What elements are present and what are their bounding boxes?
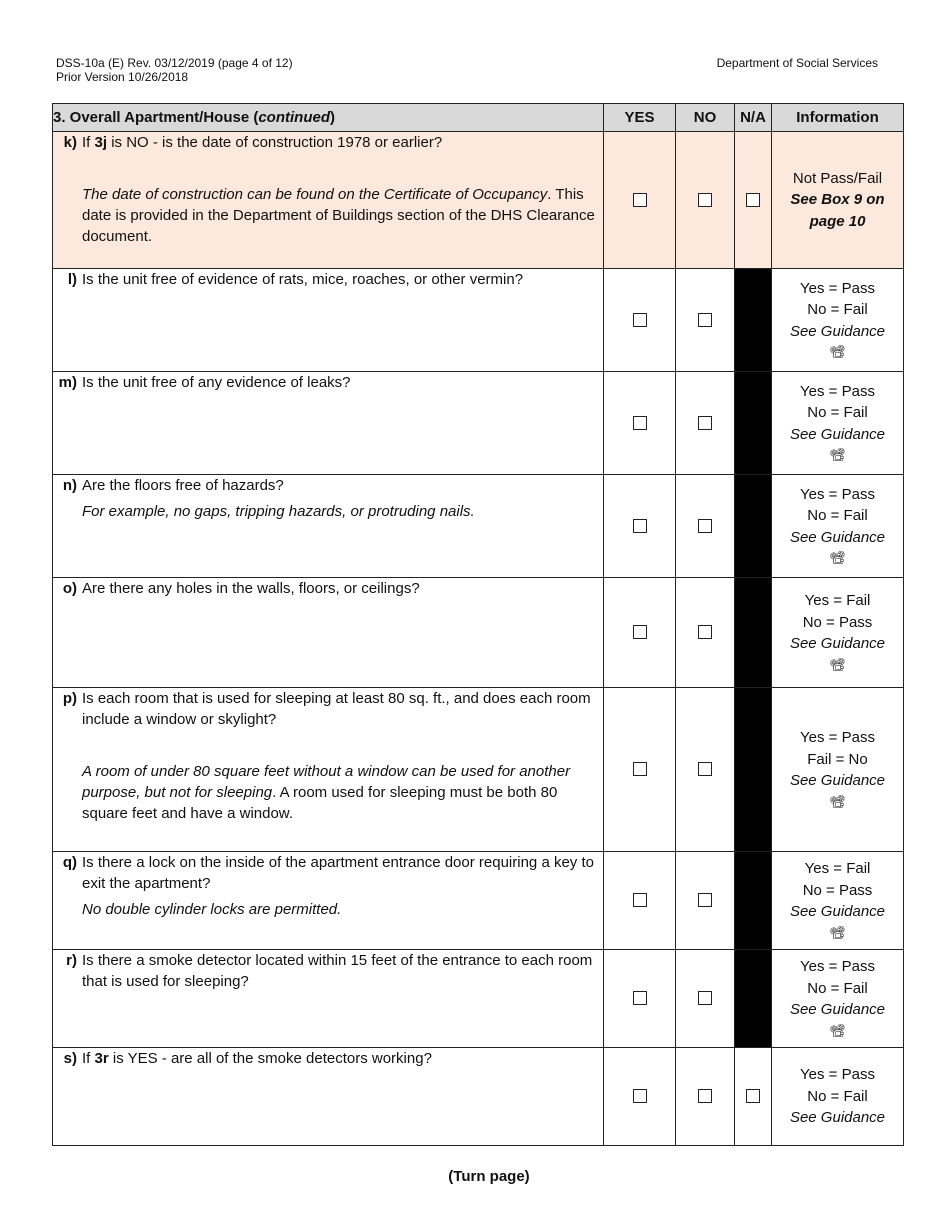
see-guidance: See Guidance [789, 1109, 886, 1127]
na-blocked-cell [735, 578, 772, 688]
question-row-r [53, 950, 904, 1048]
col-no-header: NO [676, 104, 735, 132]
info-cell [772, 950, 904, 1048]
question-text: If 3r is YES - are all of the smoke detectors working? [82, 1050, 432, 1067]
info-line: Yes = Pass [800, 729, 875, 747]
no-checkbox[interactable] [698, 1089, 712, 1103]
yes-checkbox[interactable] [633, 416, 647, 430]
na-blocked-cell [735, 688, 772, 852]
video-camera-icon: 📽 [829, 447, 846, 463]
no-checkbox[interactable] [698, 193, 712, 207]
info-cell [772, 372, 904, 475]
col-info-header: Information [772, 104, 904, 132]
department-name: Department of Social Services [716, 56, 878, 70]
na-blocked-cell [735, 269, 772, 372]
info-line: No = Fail [807, 404, 868, 422]
info-line: No = Pass [802, 881, 873, 899]
no-checkbox[interactable] [698, 519, 712, 533]
question-note: No double cylinder locks are permitted. [82, 901, 342, 918]
question-row-m [53, 372, 904, 475]
question-letter: p) [62, 690, 77, 707]
see-guidance: See Guidance [789, 903, 886, 921]
info-cell [772, 1048, 904, 1146]
question-cell [53, 372, 604, 475]
info-line: No = Fail [807, 1087, 868, 1105]
info-line: Yes = Fail [804, 860, 871, 878]
info-line: Yes = Pass [800, 1066, 875, 1084]
question-cell [53, 688, 604, 852]
question-text: Is the unit free of evidence of rats, mice, roaches, or other vermin? [82, 271, 524, 288]
info-cell [772, 688, 904, 852]
question-text: Is the unit free of any evidence of leaks? [82, 374, 351, 391]
question-letter: q) [62, 854, 77, 871]
inspection-table [52, 103, 904, 1146]
info-cell [772, 852, 904, 950]
info-line: No = Fail [807, 507, 868, 525]
question-text: Are the floors free of hazards? [82, 477, 284, 494]
question-letter: r) [66, 952, 77, 969]
info-line: Yes = Pass [800, 279, 875, 297]
question-note: A room of under 80 square feet without a window can be used for another purpose, but not for sleeping. A room used for sleeping must be both 80 square feet and have a window. [82, 763, 571, 822]
question-row-s [53, 1048, 904, 1146]
question-cell [53, 578, 604, 688]
na-blocked-cell [735, 372, 772, 475]
na-checkbox[interactable] [746, 1089, 760, 1103]
video-camera-icon: 📽 [829, 344, 846, 360]
no-checkbox[interactable] [698, 893, 712, 907]
question-row-q [53, 852, 904, 950]
question-letter: m) [58, 374, 77, 391]
table-header-row [53, 104, 904, 132]
info-line: No = Pass [802, 613, 873, 631]
question-text: Is each room that is used for sleeping at least 80 sq. ft., and does each room include a window or skylight? [82, 690, 591, 728]
yes-checkbox[interactable] [633, 625, 647, 639]
question-cell [53, 132, 604, 269]
form-header-left [56, 56, 293, 84]
question-cell [53, 269, 604, 372]
question-row-l [53, 269, 904, 372]
info-line: Yes = Pass [800, 382, 875, 400]
prior-version: Prior Version 10/26/2018 [56, 70, 189, 84]
info-line: Fail = No [807, 750, 868, 768]
question-text: Are there any holes in the walls, floors, or ceilings? [82, 580, 420, 597]
question-row-k [53, 132, 904, 269]
question-row-o [53, 578, 904, 688]
yes-checkbox[interactable] [633, 991, 647, 1005]
question-cell [53, 950, 604, 1048]
question-row-p [53, 688, 904, 852]
question-letter: s) [63, 1050, 77, 1067]
question-letter: l) [67, 271, 77, 288]
info-line: Not Pass/Fail [792, 169, 883, 187]
question-letter: o) [62, 580, 77, 597]
na-blocked-cell [735, 475, 772, 578]
info-line: No = Fail [807, 979, 868, 997]
no-checkbox[interactable] [698, 313, 712, 327]
yes-checkbox[interactable] [633, 893, 647, 907]
see-guidance: See Guidance [789, 425, 886, 443]
na-checkbox[interactable] [746, 193, 760, 207]
na-blocked-cell [735, 852, 772, 950]
na-blocked-cell [735, 950, 772, 1048]
video-camera-icon: 📽 [829, 656, 846, 672]
question-letter: k) [63, 134, 77, 151]
question-text: If 3j is NO - is the date of construction 1978 or earlier? [82, 134, 443, 151]
no-checkbox[interactable] [698, 991, 712, 1005]
see-guidance: See Guidance [789, 322, 886, 340]
info-line: No = Fail [807, 301, 868, 319]
question-text: Is there a lock on the inside of the apartment entrance door requiring a key to exit the apartment? [82, 854, 594, 892]
see-guidance: See Guidance [789, 635, 886, 653]
section-title: 3. Overall Apartment/House (continued) [53, 104, 604, 132]
question-letter: n) [62, 477, 77, 494]
info-line: Yes = Pass [800, 485, 875, 503]
info-line: Yes = Fail [804, 592, 871, 610]
question-note: For example, no gaps, tripping hazards, or protruding nails. [82, 503, 475, 520]
no-checkbox[interactable] [698, 416, 712, 430]
yes-checkbox[interactable] [633, 762, 647, 776]
yes-checkbox[interactable] [633, 519, 647, 533]
see-guidance: See Guidance [789, 772, 886, 790]
question-cell [53, 852, 604, 950]
video-camera-icon: 📽 [829, 550, 846, 566]
info-reference: See Box 9 on page 10 [790, 191, 885, 230]
no-checkbox[interactable] [698, 762, 712, 776]
info-cell [772, 269, 904, 372]
info-line: Yes = Pass [800, 958, 875, 976]
info-cell [772, 132, 904, 269]
form-id: DSS-10a (E) Rev. 03/12/2019 (page 4 of 12) [56, 56, 293, 70]
yes-checkbox[interactable] [633, 313, 647, 327]
turn-page-note: (Turn page) [448, 1168, 530, 1185]
info-cell [772, 475, 904, 578]
video-camera-icon: 📽 [829, 924, 846, 940]
see-guidance: See Guidance [789, 1001, 886, 1019]
info-cell [772, 578, 904, 688]
question-text: Is there a smoke detector located within 15 feet of the entrance to each room that is used for sleeping? [82, 952, 593, 990]
question-cell [53, 1048, 604, 1146]
question-row-n [53, 475, 904, 578]
video-camera-icon: 📽 [829, 793, 846, 809]
question-cell [53, 475, 604, 578]
see-guidance: See Guidance [789, 528, 886, 546]
yes-checkbox[interactable] [633, 1089, 647, 1103]
col-yes-header: YES [604, 104, 676, 132]
yes-checkbox[interactable] [633, 193, 647, 207]
no-checkbox[interactable] [698, 625, 712, 639]
video-camera-icon: 📽 [829, 1022, 846, 1038]
col-na-header: N/A [735, 104, 772, 132]
question-note: The date of construction can be found on the Certificate of Occupancy. This date is provided in the Department of Buildings section of the DHS Clearance document. [82, 186, 595, 245]
